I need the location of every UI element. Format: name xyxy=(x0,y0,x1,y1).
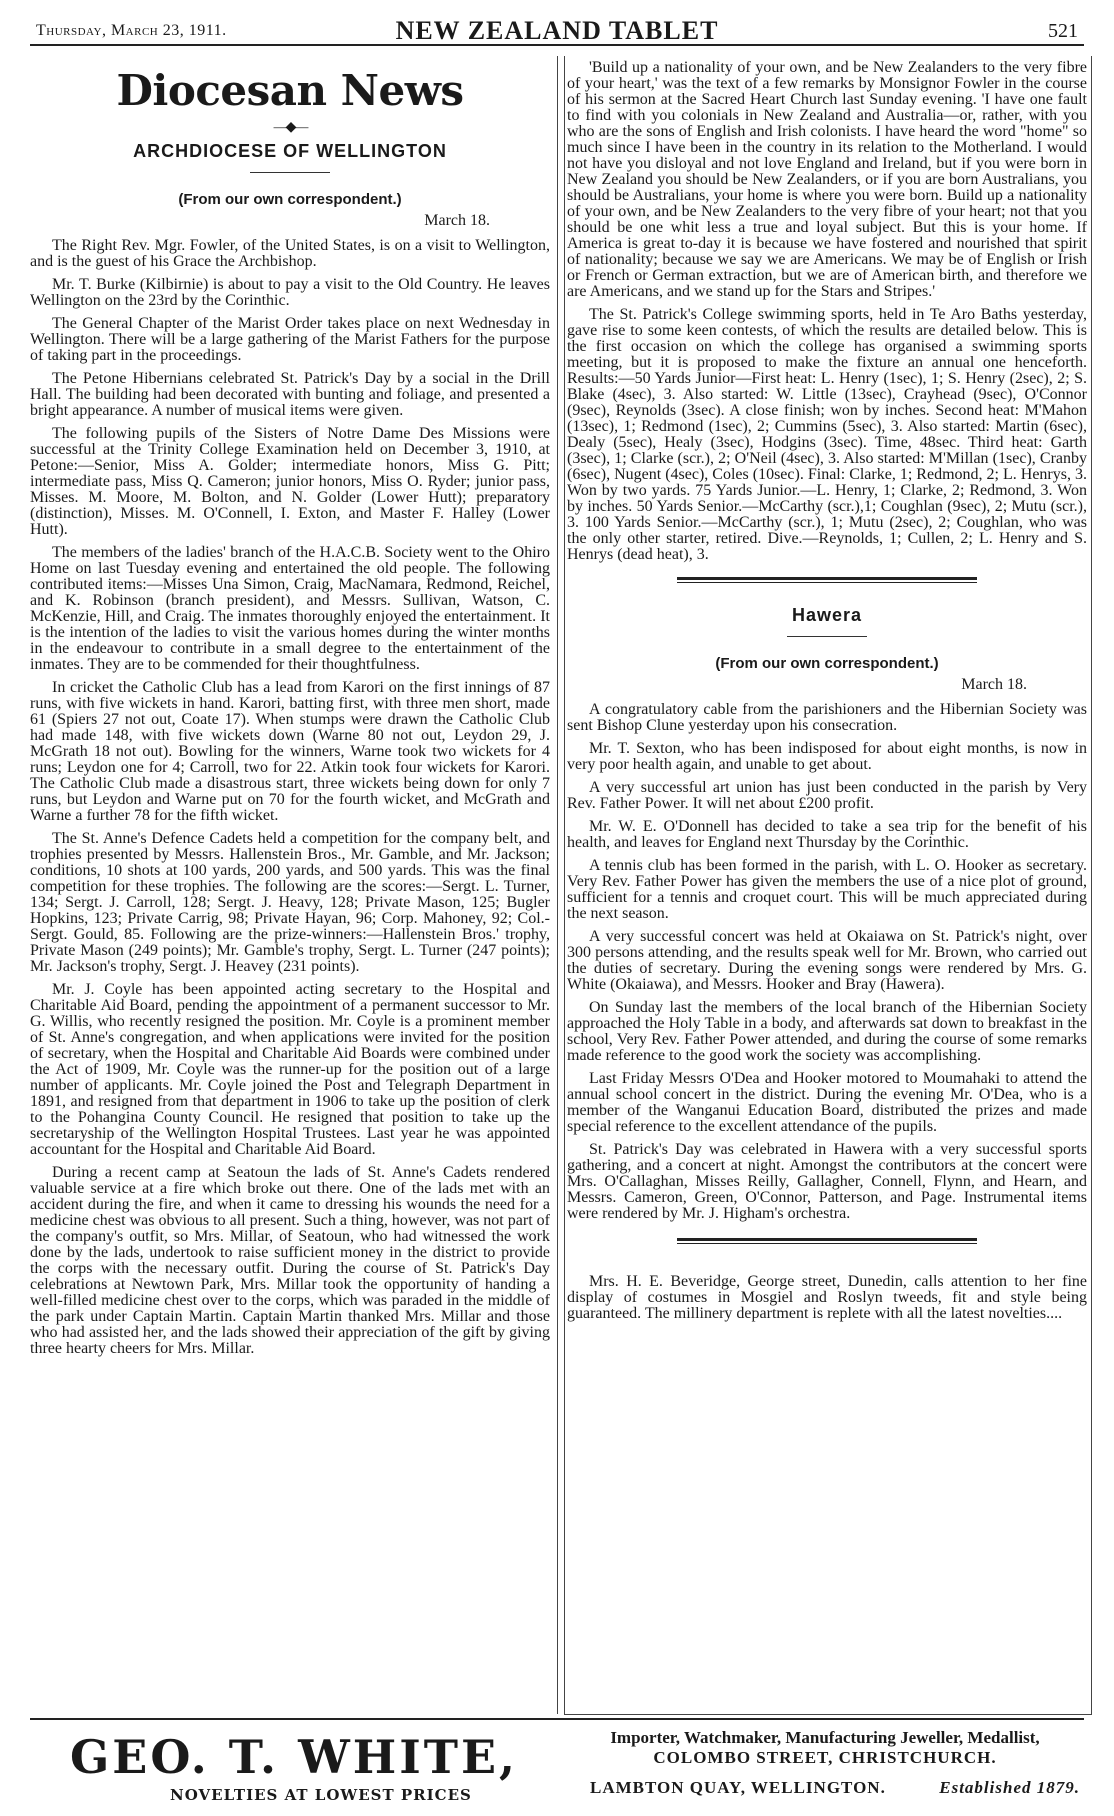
article-paragraph: St. Patrick's Day was celebrated in Hawera with a very successful sports gathering, and a concert at night. Amongst the contributors at the concert were Mrs. O'Callaghan, Misses Reilly, Gallagher, Connell, Flynn, and Hearn, and Messrs. Cameron, Green, O'Connor, Patterson, and Page. Instrumental items were rendered by Mr. J. Higham's orchestra. xyxy=(567,1141,1087,1222)
archdiocese-heading: ARCHDIOCESE OF WELLINGTON xyxy=(133,141,447,161)
short-rule xyxy=(250,172,330,173)
page-number: 521 xyxy=(1048,20,1078,42)
advertiser-tagline: NOVELTIES AT LOWEST PRICES xyxy=(170,1786,472,1804)
article-paragraph: Mr. T. Burke (Kilbirnie) is about to pay a visit to the Old Country. He leaves Wellington on the 23rd by the Corinthic. xyxy=(30,276,550,309)
article-paragraph: The St. Anne's Defence Cadets held a competition for the company belt, and trophies presented by Messrs. Hallenstein Bros., Mr. Gamble, and Mr. Jackson; conditions, 10 shots at 100 yards, 200 yards, and 500 yards. This was the final competition for these trophies. The following are the scores:—Sergt. L. Turner, 134; Sergt. J. Carroll, 128; Sergt. J. Heavy, 128; Private Mason, 125; Bugler Hopkins, 123; Private Carrig, 98; Private Hayan, 96; Corp. Mahoney, 92; Col.-Sergt. Gould, 85. Following are the prize-winners:—Hallenstein Bros.' trophy, Private Mason (249 points); Mr. Gamble's trophy, Sergt. L. Turner (247 points); Mr. Jackson's trophy, Sergt. J. Heavey (231 points). xyxy=(30,830,550,975)
advertiser-name: GEO. T. WHITE, xyxy=(70,1730,519,1784)
right-column xyxy=(567,60,1087,1710)
article-paragraph: Mr. J. Coyle has been appointed acting secretary to the Hospital and Charitable Aid Board, pending the appointment of a permanent successor to Mr. G. Willis, who recently resigned the position. Mr. Coyle is a prominent member of St. Anne's congregation, and when applications were invited for the position of secretary, when the Hospital and Charitable Aid Boards were combined under the Act of 1909, Mr. Coyle was the runner-up for the position out of a large number of applicants. Mr. Coyle joined the Post and Telegraph Department in 1891, and resigned from that department in 1906 to take up the position of clerk to the Pohangina County Council. He resigned that position to take up the secretaryship of the Wellington Hospital Trustees. Last year he was appointed accountant for the Hospital and Charitable Aid Board. xyxy=(30,981,550,1158)
article-paragraph: The following pupils of the Sisters of Notre Dame Des Missions were successful at the Trinity College Examination held on December 3, 1910, at Petone:—Senior, Miss A. Golder; intermediate honors, Miss G. Pitt; intermediate pass, Miss Q. Cameron; junior honors, Miss O. Ryder; junior pass, Misses. M. Moore, M. Bolton, and N. Golder (Lower Hutt); preparatory (distinction), Misses. M. O'Connell, I. Exton, and Master F. Halley (Lower Hutt). xyxy=(30,425,550,538)
article-paragraph: Mr. W. E. O'Donnell has decided to take a sea trip for the benefit of his health, and leaves for England next Thursday by the Corinthic. xyxy=(567,818,1087,851)
advertiser-trade: Importer, Watchmaker, Manufacturing Jeweller, Medallist, xyxy=(610,1728,1040,1747)
wellington-address: LAMBTON QUAY, WELLINGTON. xyxy=(590,1778,886,1797)
article-paragraph: The General Chapter of the Marist Order takes place on next Wednesday in Wellington. There will be a large gathering of the Marist Fathers for the purpose of taking part in the proceedings. xyxy=(30,315,550,364)
section-heading: Diocesan News xyxy=(116,66,464,115)
established-year: Established 1879. xyxy=(939,1778,1080,1797)
article-paragraph: The St. Patrick's College swimming sports, held in Te Aro Baths yesterday, gave rise to some keen contests, of which the results are detailed below. This is the first occasion on which the college has organised a swimming sports meeting, but it is proposed to make the fixture an annual one henceforth. Results:—50 Yards Junior—First heat: L. Henry (1sec), 1; S. Henry (2sec), 2; S. Blake (4sec), 3. Also started: W. Little (13sec), Crayhead (9sec), O'Connor (9sec), Reynolds (3sec). A close finish; won by inches. Second heat: M'Mahon (13sec), 1; Redmond (1sec), 2; Cummins (5sec), 3. Also started: Martin (6sec), Dealy (5sec), Healy (3sec), Hodgins (3sec). Time, 48sec. Third heat: Garth (3sec), 1; Clarke (scr.), 2; O'Neil (4sec), 3. Also started: M'Millan (1sec), Cranby (6sec), Nugent (4sec), Coles (10sec). Final: Clarke, 1; Redmond, 2; L. Henrys, 3. Won by two yards. 75 Yards Junior.—L. Henry, 1; Clarke, 2; Redmond, 3. Won by inches. 50 Yards Senior.—McCarthy (scr.),1; Coughlan (9sec), 2; Mutu (scr.), 3. 100 Yards Senior.—McCarthy (scr.), 1; Mutu (2sec), 2; Coughlan, who was the only other starter, retired. Dive.—Reynolds, 1; Cullen, 2; L. Henry and S. Henrys (dead heat), 3. xyxy=(567,306,1087,563)
publication-title: NEW ZEALAND TABLET xyxy=(395,16,719,45)
correspondent-line: (From our own correspondent.) xyxy=(178,191,402,208)
advertiser-address-wellington xyxy=(590,1778,1080,1798)
advertiser-address-christchurch: COLOMBO STREET, CHRISTCHURCH. xyxy=(653,1748,997,1767)
article-paragraph: Mr. T. Sexton, who has been indisposed for about eight months, is now in very poor health again, and unable to get about. xyxy=(567,740,1087,773)
left-column xyxy=(30,60,550,1710)
article-paragraph: Last Friday Messrs O'Dea and Hooker motored to Moumahaki to attend the annual school concert in the district. During the evening Mr. O'Dea, who is a member of the Wanganui Education Board, distributed the prizes and made special reference to the excellent attendance of the pupils. xyxy=(567,1070,1087,1135)
advertisement-paragraph: Mrs. H. E. Beveridge, George street, Dunedin, calls attention to her fine display of costumes in Mosgiel and Roslyn tweeds, fit and style being guaranteed. The millinery department is replete with all the latest novelties.... xyxy=(567,1273,1087,1322)
article-paragraph: A very successful art union has just been conducted in the parish by Very Rev. Father Power. It will net about £200 profit. xyxy=(567,779,1087,812)
article-paragraph: The Petone Hibernians celebrated St. Patrick's Day by a social in the Drill Hall. The building had been decorated with bunting and foliage, and presented a bright appearance. A number of musical items were given. xyxy=(30,370,550,419)
issue-date: Thursday, March 23, 1911. xyxy=(36,22,227,39)
short-rule xyxy=(787,636,867,637)
ornament-rule: —◆— xyxy=(273,120,307,135)
hawera-heading: Hawera xyxy=(791,605,863,625)
article-paragraph: The members of the ladies' branch of the H.A.C.B. Society went to the Ohiro Home on last Tuesday evening and entertained the old people. The following contributed items:—Misses Una Simon, Craig, MacNamara, Redmond, Reichel, and K. Robinson (branch president), and Messrs. Sullivan, Watson, C. McKenzie, Hill, and Craig. The inmates thoroughly enjoyed the entertainment. It is the intention of the ladies to visit the various homes during the winter months in the endeavour to contribute in a small degree to the entertainment of the inmates. They are to be commended for their thoughtfulness. xyxy=(30,544,550,673)
page-header xyxy=(30,12,1084,46)
article-paragraph: The Right Rev. Mgr. Fowler, of the United States, is on a visit to Wellington, and is the guest of his Grace the Archbishop. xyxy=(30,237,550,270)
section-rule xyxy=(677,577,977,583)
dateline: March 18. xyxy=(424,212,490,229)
footer-advertisement xyxy=(30,1718,1084,1812)
article-paragraph: A tennis club has been formed in the parish, with L. O. Hooker as secretary. Very Rev. Father Power has given the members the use of a nice plot of ground, sufficient for a tennis and croquet court. This will be much appreciated during the next season. xyxy=(567,857,1087,922)
article-paragraph: 'Build up a nationality of your own, and be New Zealanders to the very fibre of your heart,' was the text of a few remarks by Monsignor Fowler in the course of his sermon at the Sacred Heart Church last Sunday evening. 'I have one fault to find with you colonials in New Zealand and Australia—or, rather, with you who are the sons of English and Irish colonists. I have heard the word "home" so much since I have been in the country in its relation to the Motherland. I would not have you disloyal and not love England and Ireland, but if you were born in New Zealand you should be New Zealanders, or if you are born Australians, you should be Australians, your home is where you were born. Build up a nationality of your own, and be New Zealanders to the very fibre of your heart; not that you should be one whit less a true and loyal subject. But this is your home. If America is great to-day it is because we have fostered and nourished that spirit of nationality; because we say we are Americans. We may be of English or Irish or French or German extraction, but we are of American birth, and therefore we are Americans, and we stand up for the Stars and Stripes.' xyxy=(567,60,1087,300)
dateline: March 18. xyxy=(961,676,1027,693)
article-paragraph: During a recent camp at Seatoun the lads of St. Anne's Cadets rendered valuable service at a fire which broke out there. One of the lads met with an accident during the fire, and when it came to dressing his wounds the need for a medicine chest was obvious to all present. Such a thing, however, was not part of the company's outfit, so Mrs. Millar, of Seatoun, who had witnessed the work done by the lads, undertook to raise sufficient money in the district to provide the corps with the necessary outfit. During the course of St. Patrick's Day celebrations at Newtown Park, Mrs. Millar took the opportunity of handing a well-filled medicine chest over to the corps, which was paraded in the middle of the park under Captain Martin. Captain Martin thanked Mrs. Millar and those who had assisted her, and the lads showed their appreciation of the gift by giving three hearty cheers for Mrs. Millar. xyxy=(30,1164,550,1357)
article-paragraph: A congratulatory cable from the parishioners and the Hibernian Society was sent Bishop Clune yesterday upon his consecration. xyxy=(567,701,1087,734)
section-rule xyxy=(677,1238,977,1244)
article-paragraph: In cricket the Catholic Club has a lead from Karori on the first innings of 87 runs, with five wickets in hand. Karori, batting first, with three men short, made 61 (Spiers 27 not out, Coate 17). When stumps were drawn the Catholic Club had made 148, with five wickets down (Warne 80 not out, Leydon 29, J. McGrath 18 not out). Bowling for the winners, Warne took two wickets for 4 runs; Leydon one for 4; Carroll, two for 22. Atkin took four wickets for Karori. The Catholic Club made a disastrous start, three wickets being down for only 7 runs, but Leydon and Warne put on 70 for the fourth wicket, and McGrath and Warne a further 78 for the fifth wicket. xyxy=(30,679,550,824)
column-divider xyxy=(557,56,558,1714)
correspondent-line: (From our own correspondent.) xyxy=(715,655,939,672)
article-paragraph: On Sunday last the members of the local branch of the Hibernian Society approached the Holy Table in a body, and afterwards sat down to breakfast in the school, Very Rev. Father Power attended, and during the course of some remarks made reference to the good work the society was accomplishing. xyxy=(567,999,1087,1064)
article-paragraph: A very successful concert was held at Okaiawa on St. Patrick's night, over 300 persons attending, and the results speak well for Mr. Brown, who carried out the duties of secretary. During the evening songs were rendered by Mrs. G. White (Okaiawa), and Messrs. Hooker and Bray (Hawera). xyxy=(567,928,1087,993)
